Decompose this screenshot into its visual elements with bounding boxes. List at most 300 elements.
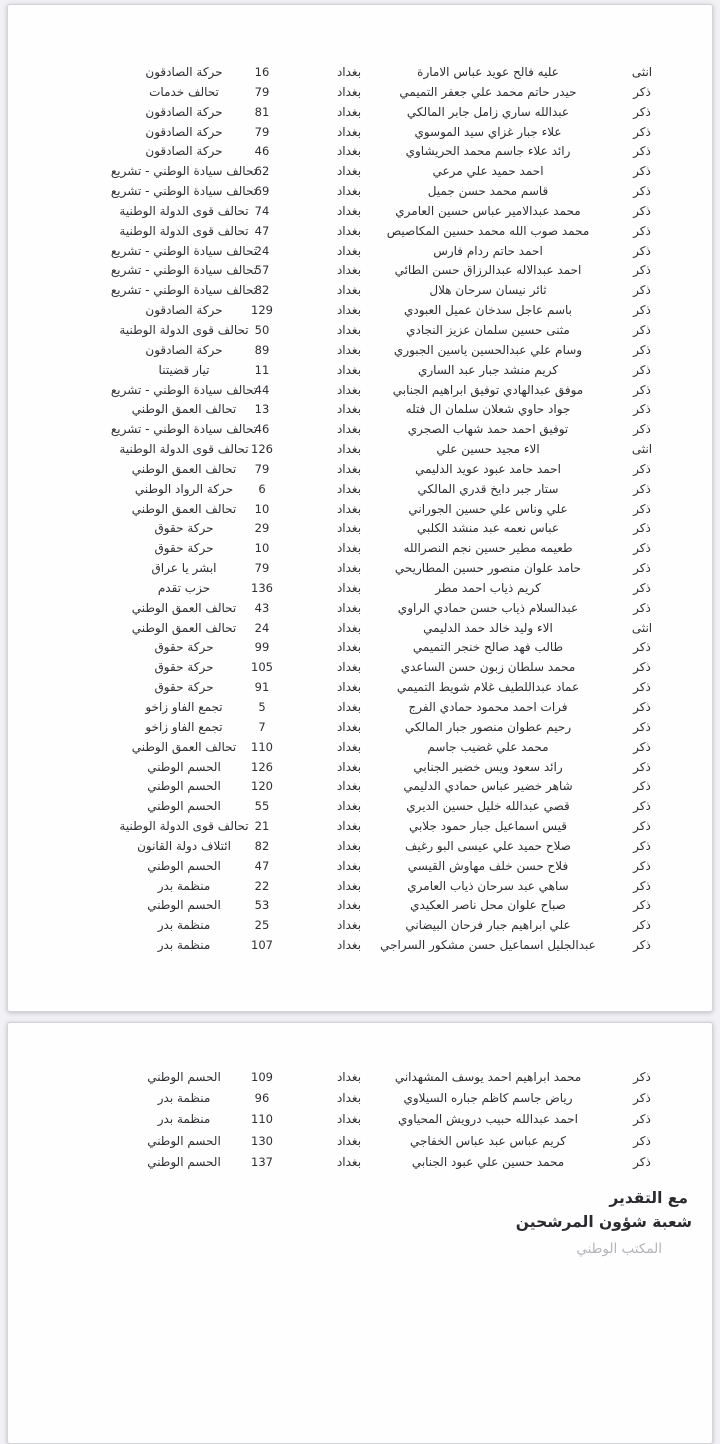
cell-party: تحالف سيادة الوطني - تشريع [110, 263, 258, 278]
cell-num: 5 [258, 700, 266, 714]
cell-name: علي وناس علي حسين الجوراني [408, 501, 568, 516]
cell-name: عماد عبداللطيف غلام شويط التميمي [396, 680, 580, 695]
cell-num: 91 [254, 680, 270, 695]
cell-name: حامد علوان منصور حسين المطاريحي [394, 561, 582, 576]
cell-num: 6 [258, 481, 266, 496]
candidate-row [8, 936, 712, 956]
cell-num: 82 [254, 838, 270, 853]
cell-city: بغداد [336, 640, 362, 655]
candidate-row [8, 202, 712, 222]
cell-num: 25 [254, 918, 270, 933]
cell-name: رحيم عطوان منصور جبار المالكي [404, 719, 572, 734]
cell-name: باسم عاجل سدخان عميل العبودي [404, 303, 572, 318]
cell-party: منظمة بدر [157, 1091, 211, 1106]
cell-name: ثائر نيسان سرحان هلال [429, 283, 547, 298]
cell-city: بغداد [336, 918, 362, 933]
cell-city: بغداد [336, 819, 362, 834]
cell-gender: ذكر [633, 382, 651, 397]
cell-gender: ذكر [633, 878, 651, 893]
cell-party: الحسم الوطني [147, 1133, 221, 1148]
cell-gender: ذكر [633, 561, 651, 576]
cell-party: تحالف سيادة الوطني - تشريع [110, 243, 258, 258]
cell-gender: ذكر [633, 898, 651, 913]
candidate-row [8, 837, 712, 857]
candidate-row [8, 500, 712, 520]
cell-party: حركة حقوق [154, 660, 214, 675]
cell-name: محمد علي غضيب جاسم [427, 739, 549, 754]
candidate-row [8, 123, 712, 143]
candidate-row [8, 301, 712, 321]
cell-num: 82 [254, 283, 270, 298]
cell-city: بغداد [336, 600, 362, 615]
cell-num: 29 [254, 521, 270, 536]
cell-num: 110 [251, 739, 273, 754]
cell-gender: ذكر [633, 858, 651, 873]
cell-num: 137 [251, 1154, 273, 1169]
cell-name: وسام علي عبدالحسين ياسين الجبوري [393, 342, 583, 357]
candidate-row [8, 420, 712, 440]
cell-num: 105 [251, 660, 273, 675]
cell-city: بغداد [336, 283, 362, 298]
cell-city: بغداد [336, 561, 362, 576]
cell-gender: ذكر [633, 759, 651, 774]
candidate-row [8, 857, 712, 877]
cell-party: الحسم الوطني [147, 779, 221, 794]
candidate-row [8, 182, 712, 202]
cell-name: رائد علاء جاسم محمد الحريشاوي [405, 144, 571, 159]
cell-city: بغداد [336, 124, 362, 139]
cell-party: الحسم الوطني [147, 759, 221, 774]
cell-party: تحالف العمق الوطني [131, 600, 237, 615]
cell-city: بغداد [336, 799, 362, 814]
cell-name: محمد حسين علي عبود الجنابي [411, 1154, 565, 1169]
cell-city: بغداد [336, 65, 362, 79]
document-page-1 [7, 4, 713, 1012]
cell-name: عبدالسلام ذياب حسن حمادي الراوي [397, 600, 579, 615]
cell-name: علي ابراهيم جبار فرحان البيضاني [405, 918, 571, 933]
cell-city: بغداد [336, 541, 362, 556]
candidate-row [8, 916, 712, 936]
cell-num: 57 [254, 263, 270, 278]
cell-city: بغداد [336, 759, 362, 774]
cell-party: حركة الصادقون [145, 144, 223, 159]
cell-gender: ذكر [633, 144, 651, 159]
candidate-row [8, 142, 712, 162]
cell-name: احمد حاتم ردام فارس [433, 243, 543, 258]
candidate-row [8, 1109, 712, 1130]
cell-gender: ذكر [633, 422, 651, 437]
cell-name: عبدالله ساري زامل جابر المالكي [406, 104, 570, 119]
cell-num: 74 [254, 203, 270, 218]
cell-party: حركة الصادقون [145, 104, 223, 119]
cell-gender: ذكر [633, 283, 651, 298]
cell-city: بغداد [336, 838, 362, 853]
cell-name: طالب فهد صالح خنجر التميمي [412, 640, 564, 655]
cell-num: 24 [254, 243, 270, 258]
cell-num: 53 [254, 898, 270, 913]
cell-city: بغداد [336, 263, 362, 278]
cell-name: موفق عبدالهادي توفيق ابراهيم الجنابي [392, 382, 584, 397]
cell-gender: ذكر [633, 799, 651, 814]
candidate-row [8, 63, 712, 83]
candidate-row [8, 103, 712, 123]
cell-gender: ذكر [633, 1133, 651, 1148]
cell-num: 13 [254, 402, 270, 417]
cell-city: بغداد [336, 144, 362, 159]
cell-num: 62 [254, 164, 270, 179]
candidate-row [8, 698, 712, 718]
candidate-row [8, 321, 712, 341]
candidate-row [8, 222, 712, 242]
cell-num: 55 [254, 799, 270, 814]
cell-city: بغداد [336, 402, 362, 417]
cell-name: عباس نعمه عبد منشد الكلبي [416, 521, 560, 536]
cell-num: 110 [251, 1112, 273, 1127]
candidate-row [8, 1088, 712, 1109]
candidate-row [8, 658, 712, 678]
cell-num: 46 [254, 144, 270, 159]
cell-gender: ذكر [633, 541, 651, 556]
cell-gender: ذكر [633, 600, 651, 615]
cell-gender: ذكر [633, 739, 651, 754]
cell-city: بغداد [336, 184, 362, 199]
cell-name: رائد سعود ويس خضير الجنابي [413, 759, 563, 774]
cell-city: بغداد [336, 1112, 362, 1127]
cell-name: محمد صوب الله محمد حسين المكاصيص [386, 223, 590, 238]
cell-name: رياض جاسم كاظم جباره السيلاوي [403, 1091, 573, 1106]
cell-gender: ذكر [633, 838, 651, 853]
cell-city: بغداد [336, 719, 362, 734]
cell-num: 43 [254, 600, 270, 615]
cell-num: 22 [254, 878, 270, 893]
candidate-row [8, 619, 712, 639]
cell-num: 126 [251, 759, 273, 774]
candidates-table-page-1 [8, 63, 712, 956]
cell-party: منظمة بدر [157, 878, 211, 893]
candidate-row [8, 281, 712, 301]
cell-num: 44 [254, 382, 270, 397]
candidate-row [8, 758, 712, 778]
cell-gender: ذكر [633, 819, 651, 834]
cell-party: حركة الصادقون [145, 124, 223, 139]
cell-gender: ذكر [633, 521, 651, 536]
candidate-row [8, 400, 712, 420]
candidate-row [8, 599, 712, 619]
cell-party: حركة الصادقون [145, 65, 223, 79]
cell-city: بغداد [336, 521, 362, 536]
candidate-row [8, 162, 712, 182]
candidate-row [8, 539, 712, 559]
candidate-row [8, 341, 712, 361]
candidate-row [8, 83, 712, 103]
document-page-2 [7, 1022, 713, 1444]
cell-party: منظمة بدر [157, 1112, 211, 1127]
cell-party: حزب تقدم [157, 580, 211, 595]
candidate-row [8, 381, 712, 401]
cell-name: حيدر حاتم محمد علي جعفر التميمي [399, 84, 577, 99]
cell-name: فلاح حسن خلف مهاوش القيسي [407, 858, 569, 873]
cell-city: بغداد [336, 303, 362, 318]
cell-party: تحالف سيادة الوطني - تشريع [110, 283, 258, 298]
candidates-table-page-2 [8, 1067, 712, 1173]
cell-city: بغداد [336, 858, 362, 873]
candidate-row [8, 559, 712, 579]
cell-city: بغداد [336, 580, 362, 595]
cell-gender: ذكر [633, 184, 651, 199]
cell-name: محمد ابراهيم احمد يوسف المشهداني [394, 1070, 582, 1084]
cell-party: منظمة بدر [157, 938, 211, 953]
candidate-row [8, 718, 712, 738]
cell-city: بغداد [336, 1070, 362, 1084]
cell-num: 129 [251, 303, 273, 318]
cell-num: 99 [254, 640, 270, 655]
candidate-row [8, 877, 712, 897]
cell-city: بغداد [336, 938, 362, 953]
cell-num: 120 [251, 779, 273, 794]
cell-name: كريم ذياب احمد مطر [435, 580, 541, 595]
cell-gender: ذكر [633, 104, 651, 119]
cell-num: 89 [254, 342, 270, 357]
cell-name: ساهي عبد سرحان ذياب العامري [407, 878, 569, 893]
cell-city: بغداد [336, 322, 362, 337]
candidate-row [8, 519, 712, 539]
cell-party: تحالف العمق الوطني [131, 501, 237, 516]
cell-num: 11 [254, 362, 270, 377]
cell-num: 10 [254, 541, 270, 556]
cell-city: بغداد [336, 84, 362, 99]
cell-gender: ذكر [633, 342, 651, 357]
candidate-row [8, 440, 712, 460]
cell-gender: ذكر [633, 640, 651, 655]
cell-party: الحسم الوطني [147, 898, 221, 913]
cell-num: 50 [254, 322, 270, 337]
cell-num: 81 [254, 104, 270, 119]
cell-party: تحالف العمق الوطني [131, 620, 237, 635]
cell-name: احمد عبدالاله عبدالرزاق حسن الطائي [394, 263, 582, 278]
candidate-row [8, 261, 712, 281]
cell-party: تحالف قوى الدولة الوطنية [119, 322, 249, 337]
cell-city: بغداد [336, 164, 362, 179]
cell-num: 79 [254, 461, 270, 476]
cell-gender: ذكر [633, 719, 651, 734]
cell-party: تحالف سيادة الوطني - تشريع [110, 382, 258, 397]
cell-city: بغداد [336, 739, 362, 754]
candidate-row [8, 738, 712, 758]
cell-gender: ذكر [633, 322, 651, 337]
candidate-row [8, 480, 712, 500]
cell-name: صباح علوان محل ناصر العكيدي [410, 898, 566, 913]
cell-name: عبدالجليل اسماعيل حسن مشكور السراجي [380, 938, 596, 953]
cell-city: بغداد [336, 501, 362, 516]
cell-gender: انثى [631, 620, 653, 635]
cell-name: جواد حاوي شعلان سلمان ال فتله [405, 402, 571, 417]
candidate-row [8, 579, 712, 599]
cell-party: تحالف خدمات [149, 84, 219, 99]
cell-gender: ذكر [633, 580, 651, 595]
cell-party: الحسم الوطني [147, 1070, 221, 1084]
cell-party: الحسم الوطني [147, 1154, 221, 1169]
cell-party: منظمة بدر [157, 918, 211, 933]
candidate-row [8, 638, 712, 658]
cell-city: بغداد [336, 620, 362, 635]
cell-name: قيس اسماعيل جبار حمود جلابي [408, 819, 568, 834]
cell-party: ائتلاف دولة القانون [137, 838, 231, 853]
cell-gender: ذكر [633, 1112, 651, 1127]
cell-city: بغداد [336, 422, 362, 437]
cell-party: تجمع الفاو زاخو [145, 719, 223, 734]
cell-name: كريم منشد جبار عبد الساري [417, 362, 559, 377]
cell-name: الاء وليد خالد حمد الدليمي [423, 620, 553, 635]
cell-num: 107 [251, 938, 273, 953]
candidate-row [8, 777, 712, 797]
candidate-row [8, 678, 712, 698]
cell-num: 109 [251, 1070, 273, 1084]
cell-city: بغداد [336, 700, 362, 714]
candidate-row [8, 817, 712, 837]
cell-party: حركة حقوق [154, 680, 214, 695]
cell-name: قصي عبدالله خليل حسين الديري [406, 799, 570, 814]
cell-party: الحسم الوطني [147, 799, 221, 814]
candidate-row [8, 896, 712, 916]
cell-gender: ذكر [633, 680, 651, 695]
cell-party: تحالف قوى الدولة الوطنية [119, 203, 249, 218]
cell-party: ابشر يا عراق [151, 561, 217, 576]
cell-city: بغداد [336, 660, 362, 675]
cell-city: بغداد [336, 878, 362, 893]
cell-city: بغداد [336, 223, 362, 238]
cell-gender: ذكر [633, 362, 651, 377]
cell-city: بغداد [336, 243, 362, 258]
cell-party: تحالف قوى الدولة الوطنية [119, 223, 249, 238]
cell-city: بغداد [336, 342, 362, 357]
cell-name: كريم عباس عبد عباس الخفاجي [409, 1133, 567, 1148]
cell-name: صلاح حميد علي عيسى البو رغيف [405, 838, 571, 853]
cell-gender: ذكر [633, 203, 651, 218]
cell-party: تحالف سيادة الوطني - تشريع [110, 164, 258, 179]
cell-name: مثنى حسين سلمان عزيز النجادي [406, 322, 570, 337]
cell-num: 10 [254, 501, 270, 516]
cell-num: 79 [254, 561, 270, 576]
cell-gender: ذكر [633, 303, 651, 318]
cell-name: محمد عبدالامير عباس حسين العامري [395, 203, 581, 218]
cell-gender: ذكر [633, 779, 651, 794]
cell-party: حركة الصادقون [145, 342, 223, 357]
cell-num: 96 [254, 1091, 270, 1106]
cell-city: بغداد [336, 1133, 362, 1148]
cell-name: احمد عبدالله حبيب درويش المحياوي [398, 1112, 578, 1127]
closing-text: مع التقدير [609, 1189, 688, 1207]
cell-party: تحالف قوى الدولة الوطنية [119, 819, 249, 834]
cell-num: 69 [254, 184, 270, 199]
cell-city: بغداد [336, 481, 362, 496]
cell-city: بغداد [336, 461, 362, 476]
cell-gender: ذكر [633, 501, 651, 516]
cell-party: تيار قضيتنا [158, 362, 210, 377]
cell-gender: ذكر [633, 938, 651, 953]
cell-gender: ذكر [633, 164, 651, 179]
cell-city: بغداد [336, 680, 362, 695]
cell-party: حركة حقوق [154, 640, 214, 655]
cell-num: 130 [251, 1133, 273, 1148]
cell-num: 24 [254, 620, 270, 635]
cell-num: 16 [254, 65, 270, 79]
cell-name: ستار جبر دايخ قدري المالكي [417, 481, 559, 496]
cell-gender: ذكر [633, 918, 651, 933]
cell-gender: ذكر [633, 481, 651, 496]
cell-city: بغداد [336, 104, 362, 119]
cell-city: بغداد [336, 1154, 362, 1169]
cell-num: 47 [254, 223, 270, 238]
cell-gender: ذكر [633, 124, 651, 139]
cell-name: احمد حميد علي مرعي [432, 164, 544, 179]
cell-gender: ذكر [633, 84, 651, 99]
cell-party: تحالف سيادة الوطني - تشريع [110, 184, 258, 199]
cell-num: 7 [258, 719, 266, 734]
cell-gender: ذكر [633, 700, 651, 714]
cell-party: تحالف قوى الدولة الوطنية [119, 442, 249, 457]
cell-party: حركة حقوق [154, 521, 214, 536]
cell-city: بغداد [336, 898, 362, 913]
cell-gender: ذكر [633, 263, 651, 278]
candidate-row [8, 1152, 712, 1173]
candidate-row [8, 1067, 712, 1088]
cell-party: حركة الرواد الوطني [134, 481, 234, 496]
cell-city: بغداد [336, 779, 362, 794]
cell-party: حركة حقوق [154, 541, 214, 556]
cell-num: 47 [254, 858, 270, 873]
cell-num: 136 [251, 580, 273, 595]
cell-city: بغداد [336, 362, 362, 377]
cell-party: تحالف العمق الوطني [131, 461, 237, 476]
cell-gender: ذكر [633, 402, 651, 417]
cell-name: الاء مجيد حسين علي [436, 442, 540, 457]
cell-party: الحسم الوطني [147, 858, 221, 873]
cell-gender: انثى [631, 65, 653, 79]
cell-party: تجمع الفاو زاخو [145, 700, 223, 714]
cell-name: علاء جبار غزاي سيد الموسوي [414, 124, 562, 139]
cell-party: تحالف العمق الوطني [131, 739, 237, 754]
cell-gender: ذكر [633, 1070, 651, 1084]
cell-num: 79 [254, 124, 270, 139]
cell-name: شاهر خضير عباس حمادي الدليمي [403, 779, 573, 794]
cell-gender: ذكر [633, 223, 651, 238]
cell-gender: ذكر [633, 660, 651, 675]
cell-gender: انثى [631, 442, 653, 457]
candidate-row [8, 460, 712, 480]
cell-gender: ذكر [633, 1091, 651, 1106]
candidate-row [8, 797, 712, 817]
cell-name: قاسم محمد حسن جميل [427, 184, 549, 199]
candidate-row [8, 361, 712, 381]
cell-party: حركة الصادقون [145, 303, 223, 318]
cell-num: 79 [254, 84, 270, 99]
cell-num: 126 [251, 442, 273, 457]
office-stamp-text: المكتب الوطني [576, 1241, 662, 1257]
cell-name: فرات احمد محمود حمادي الفرج [408, 700, 568, 714]
cell-name: احمد حامد عبود عويد الدليمي [415, 461, 561, 476]
cell-city: بغداد [336, 203, 362, 218]
candidate-row [8, 242, 712, 262]
cell-num: 21 [254, 819, 270, 834]
cell-city: بغداد [336, 1091, 362, 1106]
cell-num: 46 [254, 422, 270, 437]
cell-party: تحالف العمق الوطني [131, 402, 237, 417]
cell-name: توفيق احمد حمد شهاب الصجري [407, 422, 569, 437]
department-signature: شعبة شؤون المرشحين [515, 1213, 692, 1231]
cell-name: عليه فالح عويد عباس الامارة [417, 65, 559, 79]
cell-city: بغداد [336, 442, 362, 457]
cell-party: تحالف سيادة الوطني - تشريع [110, 422, 258, 437]
